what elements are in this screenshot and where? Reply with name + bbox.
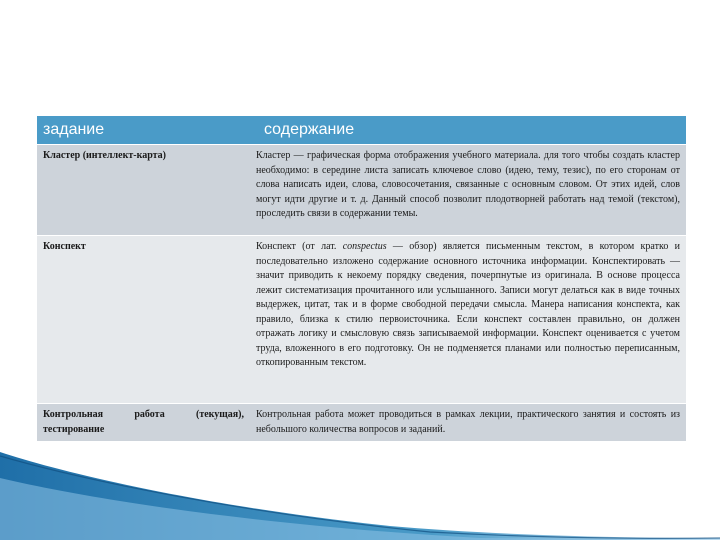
row-content: Кластер — графическая форма отображения учебного материала. для того чтобы создать кластер необходимо: в середине листа записать ключевое слово (идею, тему, тезис), по его сторонам от слова написать идеи, слова, словосочетания, связанные с основным словом. От этих идей, слов могут идти другие и т. д. Данный способ позволит плодотворней работать над темой (текстом), проследить связи в содержании темы. <box>250 145 686 236</box>
row-label: Конспект <box>37 236 250 404</box>
table-header-row <box>37 116 686 145</box>
header-content: содержание <box>250 116 686 145</box>
row-content <box>250 236 686 404</box>
table-row <box>37 236 686 404</box>
content-text-start: Конспект (от лат. <box>256 241 343 252</box>
row-label-text: Контрольная работа (текущая), тестирование <box>43 409 244 435</box>
decorative-ribbon <box>0 448 720 540</box>
content-latin-term: conspectus <box>342 241 387 252</box>
assignment-table <box>37 116 686 442</box>
header-task: задание <box>37 116 250 145</box>
row-label <box>37 404 250 442</box>
table-row <box>37 145 686 236</box>
table-row <box>37 404 686 442</box>
row-content: Контрольная работа может проводиться в рамках лекции, практического занятия и состоять из небольшого количества вопросов и заданий. <box>250 404 686 442</box>
content-text-end: — обзор) является письменным текстом, в котором кратко и последовательно изложено содержание основного источника информации. Конспектировать — значит приводить к некоему порядку сведения, почерпнутые из оригинала. В основе процесса лежит систематизация прочитанного или услышанного. Записи могут делаться как в виде точных выдержек, цитат, так и в форме свободной передачи смысла. Манера написания конспекта, как правило, близка к стилю первоисточника. Если конспект составлен правильно, он должен отражать логику и смысловую связь записываемой информации. Конспект оценивается с учетом труда, вложенного в его подготовку. Он не подменяется планами или полностью переписанным, откопированным текстом. <box>256 241 680 368</box>
row-label: Кластер (интеллект-карта) <box>37 145 250 236</box>
